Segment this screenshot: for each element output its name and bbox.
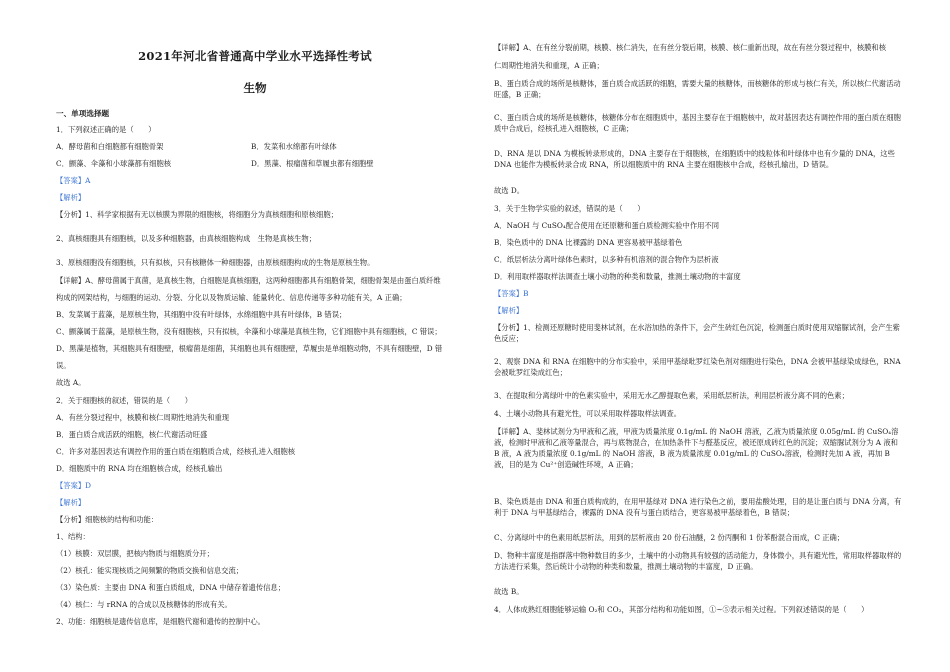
q2-answer: 【答案】D — [56, 481, 92, 490]
q3-xiangjie-b: B、染色质是由 DNA 和蛋白质构成的，在用甲基绿对 DNA 进行染色之前，要用盐酸处理，目的是让蛋白质与 DNA 分离，有利于 DNA 与甲基绿结合，裸露的 DNA 没有与蛋白质结合，更容易被甲基绿着色，B 错误； — [494, 497, 902, 517]
q1-xiangjie-a1: 【详解】A、酵母菌属于真菌，是真核生物，白细胞是真核细胞，这两种细胞都具有细胞骨架，细胞骨架是由蛋白质纤维 — [56, 276, 441, 285]
q2-option-b: B．蛋白质合成活跃的细胞，核仁代谢活动旺盛 — [56, 430, 208, 439]
q1-xiangjie-d2: 误。 — [56, 361, 71, 370]
q3-xiangjie-a: 【详解】A、斐林试剂分为甲液和乙液，甲液为质量浓度 0.1g/mL 的 NaOH 溶液，乙液为质量浓度 0.05g/mL 的 CuSO₄溶液，检测时甲液和乙液等量混合，再与底物混合，在加热条件下与醛基反应，被还原成砖红色的沉淀；双缩脲试剂分为 A 液和 B 液，A 液为质量浓度 0.1g/mL 的 NaOH 溶液，B 液为质量浓度 0.01g/mL 的 CuSO₄溶液，检测时先加 A 液，再加 B 液，目的是为 Cu²⁺创造碱性环境，A 正确； — [494, 427, 899, 469]
paper-title: 2021年河北省普通高中学业水平选择性考试 — [138, 49, 372, 63]
q1-stem: 1．下列叙述正确的是（ ） — [56, 125, 156, 134]
q1-options-cd — [56, 159, 446, 170]
q3-conclusion: 故选 B。 — [494, 587, 524, 596]
q3-xiangjie-d: D、物种丰富度是指群落中物种数目的多少，土壤中的小动物具有较强的活动能力，身体微小，具有避光性，常用取样器取样的方法进行采集，然后统计小动物的种类和数量，推测土壤动物的丰富度，D 正确。 — [494, 551, 902, 571]
q1-option-b: B．发菜和水绵都有叶绿体 — [251, 142, 337, 151]
q3-option-d: D．利用取样器取样法调查土壤小动物的种类和数量，推测土壤动物的丰富度 — [494, 272, 741, 281]
q2-xiangjie-c: C、蛋白质合成的场所是核糖体，核糖体分布在细胞质中，基因主要存在于细胞核中，故对基因表达有调控作用的蛋白质在细胞质中合成后，经核孔进入细胞核，C 正确； — [494, 113, 901, 133]
q1-fenxi-2: 2、真核细胞具有细胞核，以及多种细胞器，由真核细胞构成 生物是真核生物； — [56, 234, 317, 243]
q1-xiangjie-a2: 构成的网架结构，与细胞的运动、分裂、分化以及物质运输、能量转化、信息传递等多种功能有关，A 正确； — [56, 293, 407, 302]
q1-xiangjie-b: B、发菜属于蓝藻，是原核生物，其细胞中没有叶绿体，水绵细胞中具有叶绿体，B 错误； — [56, 310, 347, 319]
q2-structure-3: （3）染色质：主要由 DNA 和蛋白质组成，DNA 中储存着遗传信息； — [56, 583, 286, 592]
q3-jiexi: 【解析】 — [494, 306, 524, 315]
q2-structure-2: （2）核孔：能实现核质之间频繁的物质交换和信息交流； — [56, 566, 244, 575]
q2-xiangjie-a1: 【详解】A、在有丝分裂前期，核膜、核仁消失，在有丝分裂后期，核膜、核仁重新出现，故在有丝分裂过程中，核膜和核 — [494, 43, 886, 52]
q3-fenxi-3: 3、在提取和分离绿叶中的色素实验中，采用无水乙醇提取色素，采用纸层析法，利用层析液分离不同的色素； — [494, 391, 849, 400]
q2-xiangjie-a2: 仁周期性地消失和重现，A 正确； — [494, 61, 604, 70]
q2-option-a: A．有丝分裂过程中，核膜和核仁周期性地消失和重现 — [56, 413, 230, 422]
q2-jiexi: 【解析】 — [56, 498, 86, 507]
q3-fenxi-2: 2、观察 DNA 和 RNA 在细胞中的分布实验中，采用甲基绿吡罗红染色剂对细胞进行染色，DNA 会被甲基绿染成绿色，RNA 会被吡罗红染成红色； — [494, 357, 901, 377]
q1-option-c: C．颤藻、伞藻和小球藻都有细胞核 — [56, 159, 172, 168]
subject-title: 生物 — [243, 81, 267, 95]
q2-stem: 2．关于细胞核的叙述，错误的是（ ） — [56, 396, 192, 405]
q2-conclusion: 故选 D。 — [494, 186, 525, 195]
q2-option-d: D．细胞质中的 RNA 均在细胞核合成，经核孔输出 — [56, 464, 223, 473]
q1-fenxi-1: 【分析】1、科学家根据有无以核膜为界限的细胞核，将细胞分为真核细胞和原核细胞； — [56, 210, 338, 219]
q3-answer: 【答案】B — [494, 289, 529, 298]
q3-option-a: A．NaOH 与 CuSO₄配合使用在还原糖和蛋白质检测实验中作用不同 — [494, 221, 720, 230]
q3-fenxi-1: 【分析】1、检测还原糖时使用斐林试剂，在水浴加热的条件下，会产生砖红色沉淀，检测蛋白质时使用双缩脲试剂，会产生紫色反应； — [494, 323, 900, 343]
q3-stem: 3．关于生物学实验的叙述，错误的是（ ） — [494, 204, 645, 213]
q1-option-a: A．酵母菌和白细胞都有细胞骨架 — [56, 142, 164, 151]
q2-fenxi: 【分析】细胞核的结构和功能： — [56, 515, 159, 524]
q2-option-c: C．许多对基因表达有调控作用的蛋白质在细胞质合成，经核孔进入细胞核 — [56, 447, 296, 456]
section-heading: 一、单项选择题 — [56, 109, 110, 118]
q2-xiangjie-d: D、RNA 是以 DNA 为模板转录形成的，DNA 主要存在于细胞核，在细胞质中的线粒体和叶绿体中也有少量的 DNA，这些 DNA 也能作为模板转录合成 RNA，所以细胞质中的 RNA 主要在细胞核中合成，经核孔输出，D 错误。 — [494, 149, 895, 169]
q1-fenxi-3: 3、原核细胞没有细胞核，只有拟核，只有核糖体一种细胞器，由原核细胞构成的生物是原核生物。 — [56, 258, 375, 267]
q1-xiangjie-c: C、颤藻属于蓝藻，是原核生物，没有细胞核，只有拟核，伞藻和小球藻是真核生物，它们细胞中具有细胞核，C 错误； — [56, 327, 442, 336]
q2-function: 2、功能：细胞核是遗传信息库，是细胞代谢和遗传的控制中心。 — [56, 617, 265, 626]
q1-options-ab — [56, 142, 446, 153]
q3-option-b: B．染色质中的 DNA 比裸露的 DNA 更容易被甲基绿着色 — [494, 238, 683, 247]
q2-structure-4: （4）核仁：与 rRNA 的合成以及核糖体的形成有关。 — [56, 600, 232, 609]
q1-xiangjie-d1: D、黑藻是植物，其细胞具有细胞壁，根瘤菌是细菌，其细胞也具有细胞壁，草履虫是单细胞动物，不具有细胞壁，D 错 — [56, 344, 443, 353]
q1-answer: 【答案】A — [56, 176, 91, 185]
q1-option-d: D．黑藻、根瘤菌和草履虫都有细胞壁 — [251, 159, 374, 168]
q2-xiangjie-b: B、蛋白质合成的场所是核糖体，蛋白质合成活跃的细胞，需要大量的核糖体，而核糖体的形成与核仁有关，所以核仁代谢活动旺盛，B 正确； — [494, 79, 901, 99]
q2-structure-1: （1）核膜：双层膜，把核内物质与细胞质分开； — [56, 549, 214, 558]
q3-option-c: C．纸层析法分离叶绿体色素时，以多种有机溶剂的混合物作为层析液 — [494, 255, 719, 264]
q3-xiangjie-c: C、分离绿叶中的色素用纸层析法，用到的层析液由 20 份石油醚，2 份丙酮和 1 份苯酚混合而成，C 正确； — [494, 533, 845, 542]
q2-structure: 1、结构： — [56, 532, 90, 541]
q4-stem: 4．人体成熟红细胞能够运输 O₂和 CO₂，其部分结构和功能如图，①~⑤表示相关过程。下列叙述错误的是（ ） — [494, 605, 869, 614]
q3-fenxi-4: 4、土壤小动物具有避光性，可以采用取样器取样法调查。 — [494, 409, 682, 418]
q1-jiexi: 【解析】 — [56, 193, 86, 202]
q1-conclusion: 故选 A。 — [56, 378, 86, 387]
